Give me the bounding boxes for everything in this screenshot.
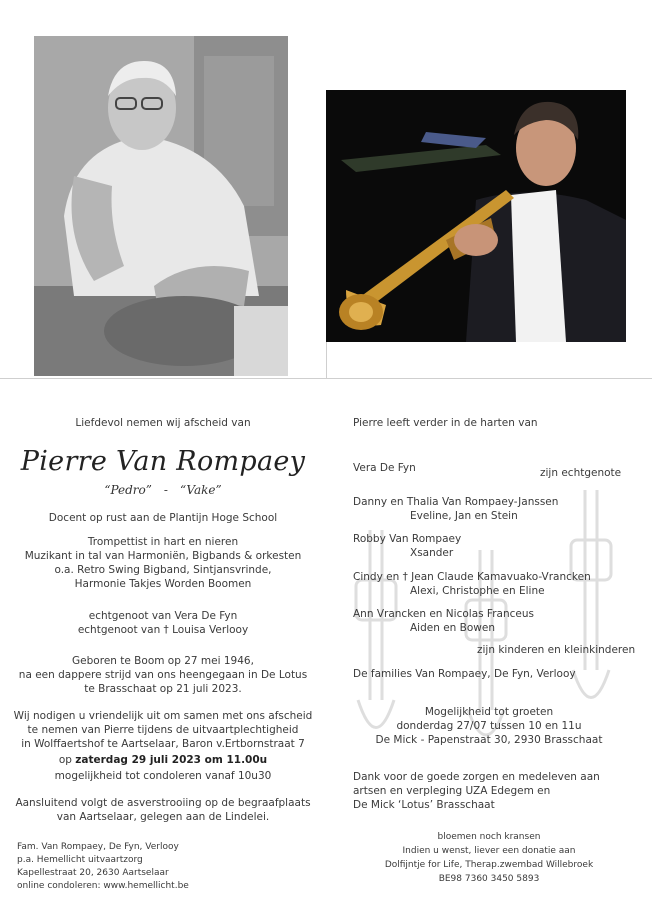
ceremony-datetime: zaterdag 29 juli 2023 om 11.00u [75,754,268,766]
child-kids: Aiden en Bowen [410,622,495,634]
child-parents: Cindy en † Jean Claude Kamavuako-Vrancken [353,571,591,583]
spouse-line: echtgenoot van † Louisa Verlooy [77,624,249,636]
thanks-line: Dank voor de goede zorgen en medeleven aan [353,771,600,783]
right-intro: Pierre leeft verder in de harten van [353,417,538,429]
contact-line: Fam. Van Rompaey, De Fyn, Verlooy [17,842,179,852]
child-kids: Alexi, Christophe en Eline [410,585,545,597]
families: De families Van Rompaey, De Fyn, Verlooy [353,668,576,680]
nickname-separator: - [163,483,168,497]
flowers-line: bloemen noch kransen [437,832,541,842]
birth-line: Geboren te Boom op 27 mei 1946, [72,655,254,667]
bank-account: BE98 7360 3450 5893 [438,874,540,884]
thanks-line: De Mick ‘Lotus’ Brasschaat [353,799,495,811]
visit-line: donderdag 27/07 tussen 10 en 11u [396,720,582,732]
vertical-divider [326,342,327,378]
portrait-photo [34,36,288,376]
flowers-line: Indien u wenst, liever een donatie aan [402,846,576,856]
nicknames [0,483,326,497]
visit-line: De Mick - Papenstraat 30, 2930 Brasschaat [375,734,603,746]
child-parents: Danny en Thalia Van Rompaey-Janssen [353,496,559,508]
invite-line: te nemen van Pierre tijdens de uitvaartplechtigheid [27,724,299,736]
bio-line: o.a. Retro Swing Bigband, Sintjansvrinde, [54,564,272,576]
bio-line: Trompettist in hart en nieren [87,536,239,548]
contact-line: Kapellestraat 20, 2630 Aartselaar [17,868,169,878]
visit-line: Mogelijkheid tot groeten [424,706,554,718]
birth-line: na een dappere strijd van ons heengegaan in De Lotus [18,669,308,681]
ceremony-prefix: op [58,754,72,766]
left-intro: Liefdevol nemen wij afscheid van [75,417,251,429]
occupation: Docent op rust aan de Plantijn Hoge School [48,512,278,524]
burial-line: Aansluitend volgt de asverstrooiing op de begraafplaats [15,797,311,809]
child-kids: Xsander [410,547,454,559]
nickname-1: “Pedro” [104,483,152,497]
thanks-line: artsen en verpleging UZA Edegem en [353,785,551,797]
invite-line: in Wolffaertshof te Aartselaar, Baron v.Ertbornstraat 7 [21,738,305,750]
contact-line: p.a. Hemellicht uitvaartzorg [17,855,143,865]
trumpet-photo [326,90,626,342]
invite-line: Wij nodigen u vriendelijk uit om samen met ons afscheid [13,710,313,722]
flowers-line: Dolfijntje for Life, Therap.zwembad Willebroek [384,860,594,870]
portrait-illustration [34,36,288,376]
horizontal-divider [0,378,652,379]
deceased-name: Pierre Van Rompaey [20,446,306,477]
spouse-name: Vera De Fyn [353,462,416,474]
children-role: zijn kinderen en kleinkinderen [477,644,636,656]
child-kids: Eveline, Jan en Stein [410,510,518,522]
trumpet-player-illustration [326,90,626,342]
contact-website: online condoleren: www.hemellicht.be [17,881,189,891]
ceremony-date [0,753,326,767]
burial-line: van Aartselaar, gelegen aan de Lindelei. [56,811,270,823]
condolence-time: mogelijkheid tot condoleren vanaf 10u30 [54,770,272,782]
bio-line: Harmonie Takjes Worden Boomen [74,578,252,590]
spouse-role: zijn echtgenote [540,467,622,479]
bio-line: Muzikant in tal van Harmoniën, Bigbands & orkesten [24,550,302,562]
nickname-2: “Vake” [179,483,222,497]
spouse-line: echtgenoot van Vera De Fyn [88,610,238,622]
child-parents: Ann Vrancken en Nicolas Franceus [353,608,534,620]
birth-line: te Brasschaat op 21 juli 2023. [84,683,242,695]
child-parents: Robby Van Rompaey [353,533,462,545]
